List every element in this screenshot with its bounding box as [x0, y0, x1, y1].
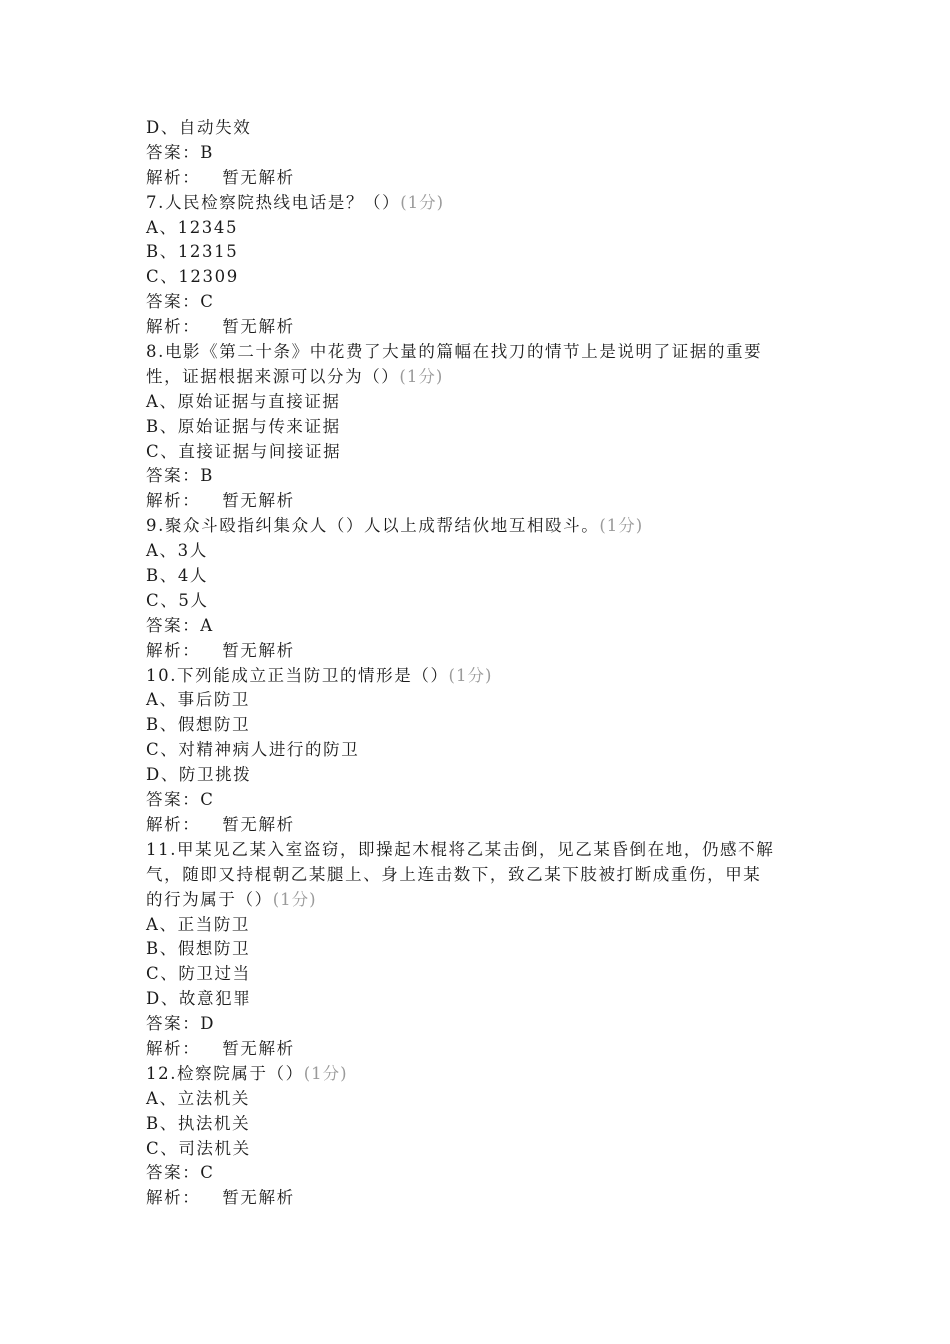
score-label: (1分): [400, 192, 445, 212]
question-text: 7.人民检察院热线电话是？（）: [146, 192, 401, 212]
option-c: C、对精神病人进行的防卫: [146, 740, 360, 760]
option-c: C、5人: [146, 590, 209, 610]
option-a: A、3人: [146, 541, 208, 561]
analysis-text: 暂无解析: [222, 317, 295, 337]
analysis-label: 解析：: [146, 640, 201, 660]
analysis: [146, 315, 806, 340]
analysis-label: 解析：: [146, 814, 201, 834]
analysis-label: 解析：: [146, 317, 201, 337]
question-text: 12.检察院属于（）: [146, 1063, 304, 1083]
option-b: B、执法机关: [146, 1113, 251, 1133]
question-8-stem-line2: [146, 365, 806, 390]
question-11-stem-line3: [146, 888, 806, 913]
option-a: A、立法机关: [146, 1088, 251, 1108]
question-7-stem: [146, 191, 806, 216]
answer: 答案：C: [146, 292, 215, 312]
analysis-text: 暂无解析: [222, 814, 295, 834]
score-label: (1分): [303, 1063, 348, 1083]
option-b: B、假想防卫: [146, 715, 251, 735]
analysis-text: 暂无解析: [222, 167, 295, 187]
answer: 答案：D: [146, 1014, 216, 1034]
score-label: (1分): [399, 366, 444, 386]
analysis-text: 暂无解析: [222, 1038, 295, 1058]
answer: 答案：B: [146, 142, 215, 162]
option-b: B、12315: [146, 242, 239, 262]
option-a: A、事后防卫: [146, 690, 251, 710]
question-text: 性，证据根据来源可以分为（）: [146, 366, 400, 386]
analysis: [146, 1186, 806, 1211]
option-a: A、正当防卫: [146, 914, 251, 934]
option-b: B、假想防卫: [146, 939, 251, 959]
option-c: C、防卫过当: [146, 964, 251, 984]
analysis: [146, 813, 806, 838]
option-c: C、司法机关: [146, 1138, 251, 1158]
option-c: C、直接证据与间接证据: [146, 441, 342, 461]
score-label: (1分): [599, 516, 644, 536]
question-11-stem-line2: 气，随即又持棍朝乙某腿上、身上连击数下，致乙某下肢被打断成重伤，甲某: [146, 864, 762, 884]
answer: 答案：C: [146, 1163, 215, 1183]
analysis: [146, 1037, 806, 1062]
question-text: 9.聚众斗殴指纠集众人（）人以上成帮结伙地互相殴斗。: [146, 516, 600, 536]
question-10-stem: [146, 664, 806, 689]
option-a: A、12345: [146, 217, 239, 237]
question-12-stem: [146, 1062, 806, 1087]
score-label: (1分): [448, 665, 493, 685]
option-c: C、12309: [146, 267, 239, 287]
analysis-text: 暂无解析: [222, 491, 295, 511]
option-d: D、自动失效: [146, 118, 252, 137]
question-11-stem-line1: 11.甲某见乙某入室盗窃，即操起木棍将乙某击倒，见乙某昏倒在地，仍感不解: [146, 839, 775, 859]
answer: 答案：A: [146, 615, 214, 635]
option-d: D、防卫挑拨: [146, 765, 252, 785]
option-a: A、原始证据与直接证据: [146, 391, 341, 411]
analysis-text: 暂无解析: [222, 640, 295, 660]
exam-document: [146, 116, 806, 1211]
analysis-label: 解析：: [146, 491, 201, 511]
analysis: [146, 166, 806, 191]
answer: 答案：B: [146, 466, 215, 486]
option-d: D、故意犯罪: [146, 989, 252, 1009]
analysis-label: 解析：: [146, 1038, 201, 1058]
analysis-label: 解析：: [146, 167, 201, 187]
analysis-label: 解析：: [146, 1188, 201, 1208]
question-8-stem-line1: 8.电影《第二十条》中花费了大量的篇幅在找刀的情节上是说明了证据的重要: [146, 342, 763, 362]
option-b: B、4人: [146, 566, 209, 586]
question-9-stem: [146, 514, 806, 539]
answer: 答案：C: [146, 790, 215, 810]
analysis-text: 暂无解析: [222, 1188, 295, 1208]
analysis: [146, 489, 806, 514]
question-text: 10.下列能成立正当防卫的情形是（）: [146, 665, 449, 685]
option-b: B、原始证据与传来证据: [146, 416, 341, 436]
score-label: (1分): [272, 889, 317, 909]
analysis: [146, 639, 806, 664]
question-text: 的行为属于（）: [146, 889, 273, 909]
